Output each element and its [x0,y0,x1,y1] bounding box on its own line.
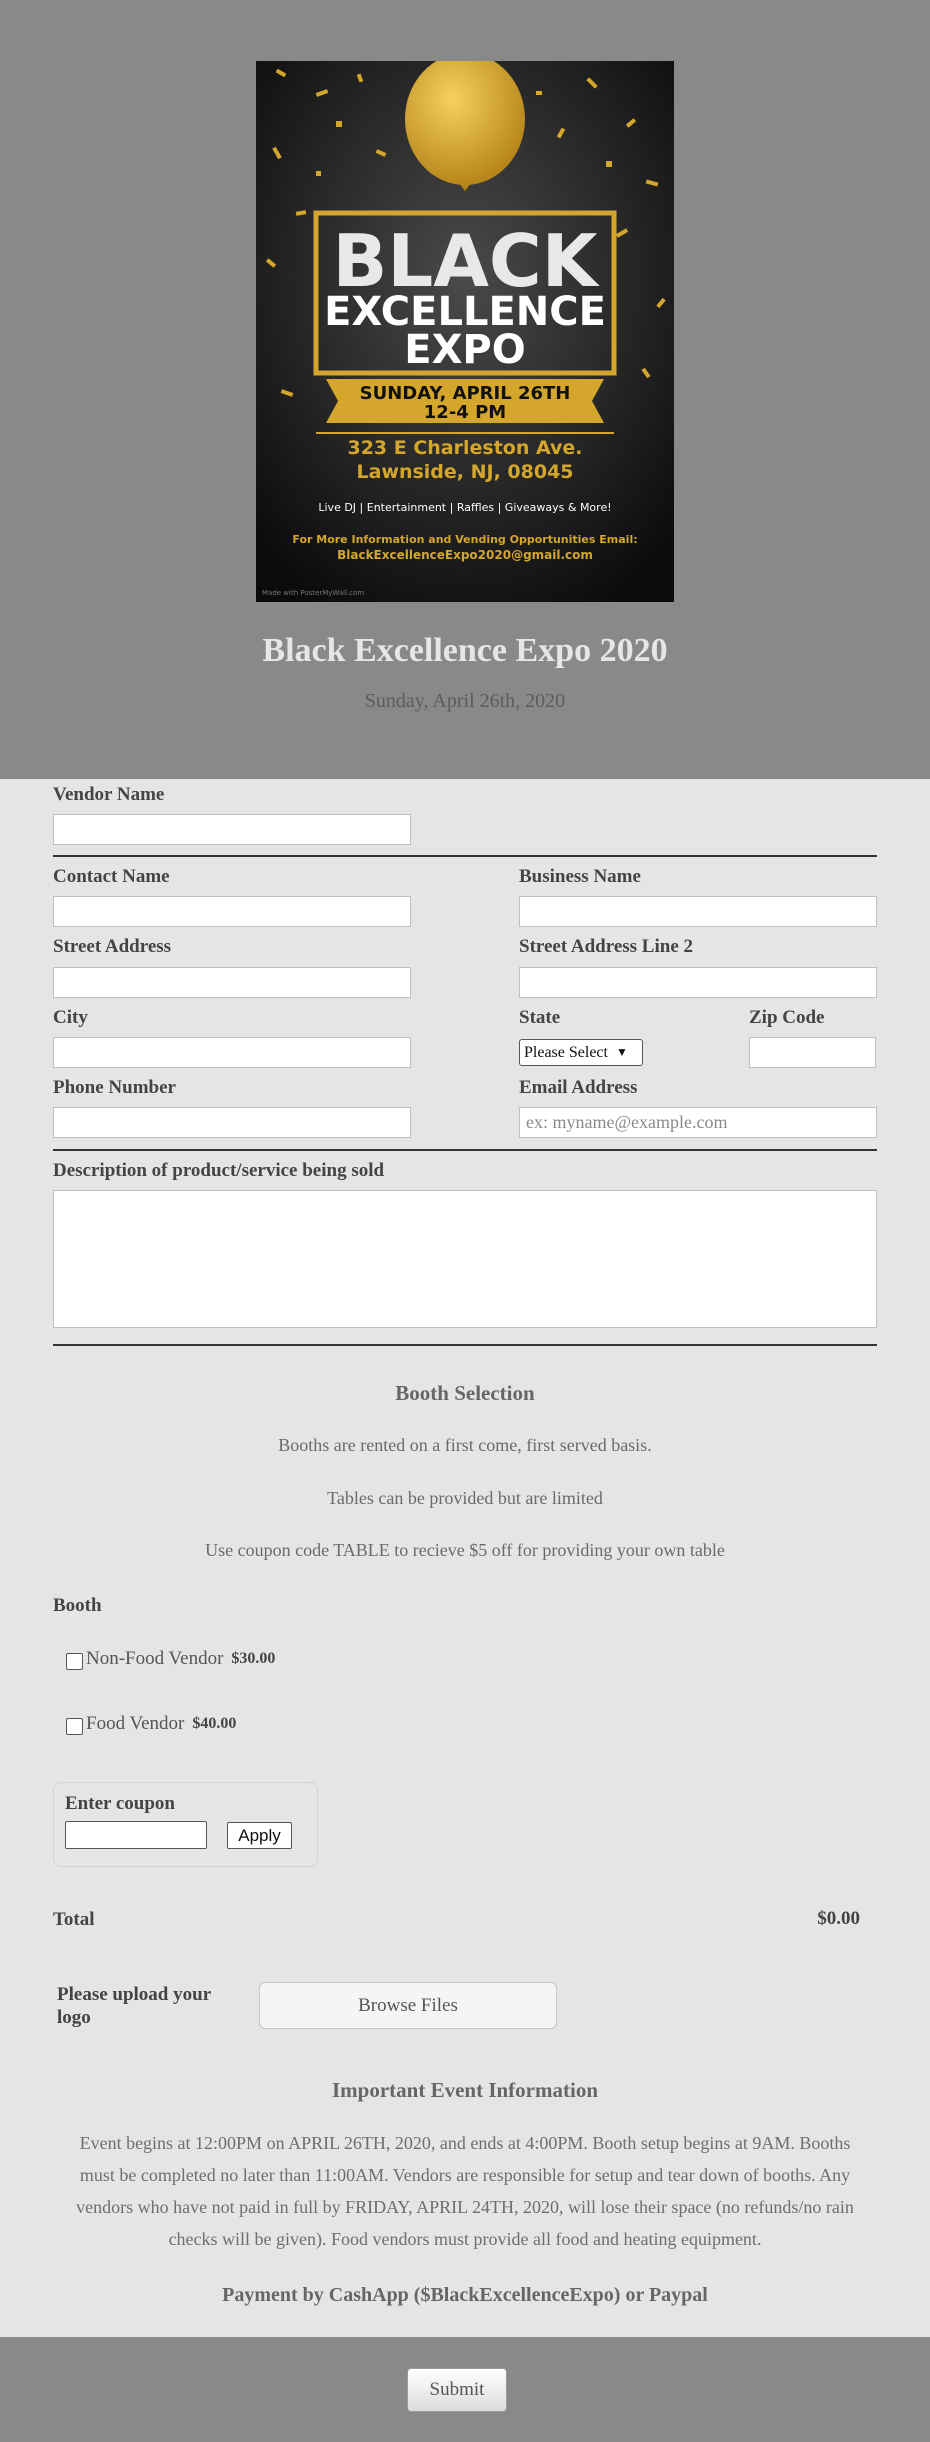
poster-graphic [256,61,674,602]
poster-time: 12-4 PM [423,402,507,423]
street-address2-input[interactable] [519,967,877,998]
city-label: City [53,1007,88,1028]
city-input[interactable] [53,1037,411,1068]
vendor-name-label: Vendor Name [53,784,165,805]
total-value: $0.00 [817,1908,860,1929]
non-food-label: Non-Food Vendor [86,1648,224,1669]
description-textarea[interactable] [53,1190,877,1328]
business-name-input[interactable] [519,896,877,927]
upload-label-line2: logo [57,2007,91,2028]
email-input[interactable] [519,1107,877,1138]
poster-date: SUNDAY, APRIL 26TH [359,383,571,404]
poster-watermark: Made with PosterMyWall.com [262,589,365,597]
booth-note-coupon: Use coupon code TABLE to recieve $5 off for providing your own table [205,1540,725,1560]
booth-label: Booth [53,1595,102,1616]
section-divider [53,855,877,857]
state-label: State [519,1007,561,1028]
browse-files-button[interactable]: Browse Files [259,1982,557,2029]
coupon-label: Enter coupon [65,1793,175,1814]
poster-features: Live DJ | Entertainment | Raffles | Giveaways & More! [318,501,612,514]
poster-title-line2: EXCELLENCE [324,289,606,335]
food-price: $40.00 [192,1715,237,1732]
section-divider [53,1149,877,1151]
booth-option-food[interactable] [66,1713,236,1735]
email-label: Email Address [519,1077,638,1098]
description-label: Description of product/service being sold [53,1160,385,1181]
section-divider [53,1344,877,1346]
street-address-label: Street Address [53,936,172,957]
phone-input[interactable] [53,1107,411,1138]
zip-label: Zip Code [749,1007,825,1028]
poster-address-line2: Lawnside, NJ, 08045 [356,461,574,483]
event-poster [256,61,674,602]
total-label: Total [53,1909,95,1930]
poster-title-line3: EXPO [404,327,526,373]
event-info-heading: Important Event Information [332,2078,598,2102]
non-food-checkbox[interactable] [66,1653,83,1670]
coupon-input[interactable] [65,1821,207,1849]
booth-option-non-food[interactable] [66,1648,275,1670]
zip-input[interactable] [749,1037,876,1068]
street-address2-label: Street Address Line 2 [519,936,693,957]
contact-name-input[interactable] [53,896,411,927]
street-address-input[interactable] [53,967,411,998]
poster-address-line1: 323 E Charleston Ave. [347,437,583,459]
phone-label: Phone Number [53,1077,176,1098]
business-name-label: Business Name [519,866,641,887]
chevron-down-icon: ▼ [615,1045,628,1059]
food-label: Food Vendor [86,1713,185,1734]
form-subtitle: Sunday, April 26th, 2020 [364,690,566,712]
poster-contact-line1: For More Information and Vending Opportunities Email: [292,533,638,546]
poster-title-line1: BLACK [332,219,598,303]
form-title: Black Excellence Expo 2020 [262,632,668,669]
upload-label-line1: Please upload your [57,1984,212,2005]
booth-selection-heading: Booth Selection [395,1381,535,1405]
contact-name-label: Contact Name [53,866,170,887]
payment-info: Payment by CashApp ($BlackExcellenceExpo) or Paypal [222,2284,708,2306]
apply-coupon-button[interactable]: Apply [227,1822,292,1849]
event-info-body: Event begins at 12:00PM on APRIL 26TH, 2020, and ends at 4:00PM. Booth setup begins at 9AM. Booths must be completed no later than 11:00AM. Vendors are responsible for setup and tear down of booths. Any vendors who have not paid in full by FRIDAY, APRIL 24TH, 2020, will lose their space (no refunds/no rain checks will be given). Food vendors must provide all food and heating equipment. [76,2133,854,2249]
vendor-name-input[interactable] [53,814,411,845]
food-checkbox[interactable] [66,1718,83,1735]
booth-note-tables: Tables can be provided but are limited [327,1488,603,1508]
poster-contact-line2: BlackExcellenceExpo2020@gmail.com [337,548,593,562]
booth-note-first-come: Booths are rented on a first come, first served basis. [278,1435,652,1455]
submit-button[interactable]: Submit [407,2368,507,2412]
state-select-value: Please Select [524,1043,608,1061]
state-select[interactable] [519,1039,643,1066]
non-food-price: $30.00 [231,1650,276,1667]
